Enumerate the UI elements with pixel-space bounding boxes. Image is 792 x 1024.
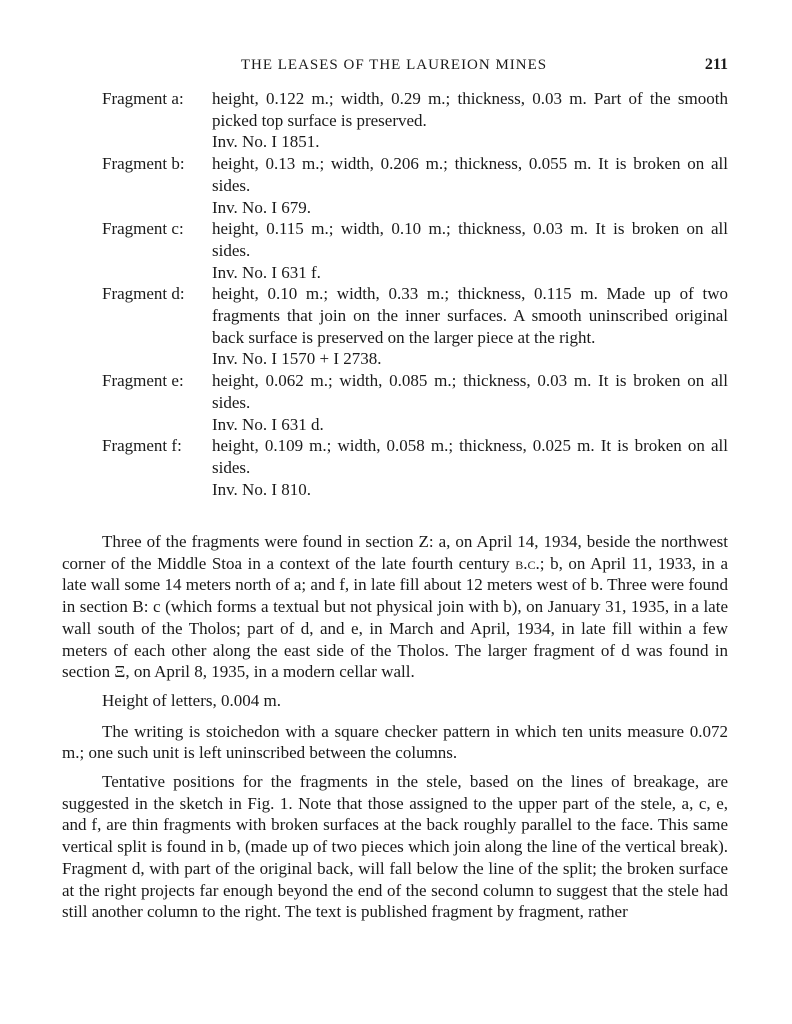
fragment-inventory: Inv. No. I 1851.	[212, 132, 320, 152]
findspots-text-1: Three of the fragments were found in section Z: a, on April 14, 1934, beside the northwest corner of the Middle Stoa in a context of the late fourth century	[62, 532, 728, 573]
running-head	[60, 54, 728, 76]
findspots-text-2: ; b, on April 11, 1933, in a late wall some 14 meters north of a; and f, in late fill about 12 meters west of b. Three were found in section B: c (which forms a textual but not physical join with b), on January 31, 1935, in a late wall south of the Tholos; part of d, and e, in March and April, 1934, in late fill within a few meters of each other along the east side of the Tholos. The larger fragment of d was found in section Ξ, on April 8, 1935, in a modern cellar wall.	[62, 553, 729, 682]
page-number: 211	[704, 56, 728, 73]
fragment-label: Fragment a:	[102, 89, 184, 108]
fragment-entry	[0, 218, 792, 283]
fragment-label: Fragment b:	[102, 154, 185, 174]
fragment-description: height, 0.062 m.; width, 0.085 m.; thickness, 0.03 m. It is broken on all sides.	[212, 371, 728, 412]
paragraph-letter-height: Height of letters, 0.004 m.	[102, 690, 281, 710]
fragment-description: height, 0.115 m.; width, 0.10 m.; thickness, 0.03 m. It is broken on all sides.	[212, 219, 728, 260]
bc-abbreviation: b.c.	[515, 553, 540, 573]
fragment-label: Fragment f:	[102, 436, 182, 456]
fragment-label: Fragment c:	[102, 219, 184, 239]
fragment-inventory: Inv. No. I 631 f.	[212, 262, 321, 282]
fragment-inventory: Inv. No. I 679.	[212, 197, 311, 217]
fragment-inventory: Inv. No. I 810.	[212, 479, 311, 499]
fragment-label: Fragment e:	[102, 371, 184, 391]
body-text	[62, 531, 728, 930]
fragment-entry	[0, 153, 792, 218]
paragraph-positions: Tentative positions for the fragments in the stele, based on the lines of breakage, are suggested in the sketch in Fig. 1. Note that those assigned to the upper part of the stele, a, c, e, and f, are thin fragments with broken surfaces at the back roughly parallel to the face. This same vertical split is found in b, (made up of two pieces which join along the line of the vertical break). Fragment d, with part of the original back, will fall below the line of the split; the broken surface at the right projects far enough beyond the end of the second column to suggest that the stele had still another column to the right. The text is published fragment by fragment, rather	[62, 772, 728, 922]
fragment-description: height, 0.13 m.; width, 0.206 m.; thickness, 0.055 m. It is broken on all sides.	[212, 154, 728, 195]
fragment-label: Fragment d:	[102, 284, 185, 304]
fragment-inventory: Inv. No. I 1570 + I 2738.	[212, 349, 382, 369]
fragment-inventory: Inv. No. I 631 d.	[212, 414, 324, 434]
fragment-list	[0, 88, 792, 500]
fragment-description: height, 0.122 m.; width, 0.29 m.; thickness, 0.03 m. Part of the smooth picked top surface is preserved.	[212, 89, 728, 130]
fragment-description: height, 0.109 m.; width, 0.058 m.; thickness, 0.025 m. It is broken on all sides.	[212, 436, 728, 477]
paragraph-stoichedon: The writing is stoichedon with a square checker pattern in which ten units measure 0.072 m.; one such unit is left uninscribed between the columns.	[62, 721, 728, 763]
fragment-entry	[0, 435, 792, 500]
fragment-description: height, 0.10 m.; width, 0.33 m.; thickness, 0.115 m. Made up of two fragments that join on the inner surfaces. A smooth uninscribed original back surface is preserved on the larger piece at the right.	[212, 284, 728, 347]
fragment-entry	[0, 88, 792, 153]
running-title: THE LEASES OF THE LAUREION MINES	[240, 57, 548, 73]
fragment-entry	[0, 283, 792, 370]
fragment-entry	[0, 370, 792, 435]
paragraph-findspots	[62, 531, 728, 683]
